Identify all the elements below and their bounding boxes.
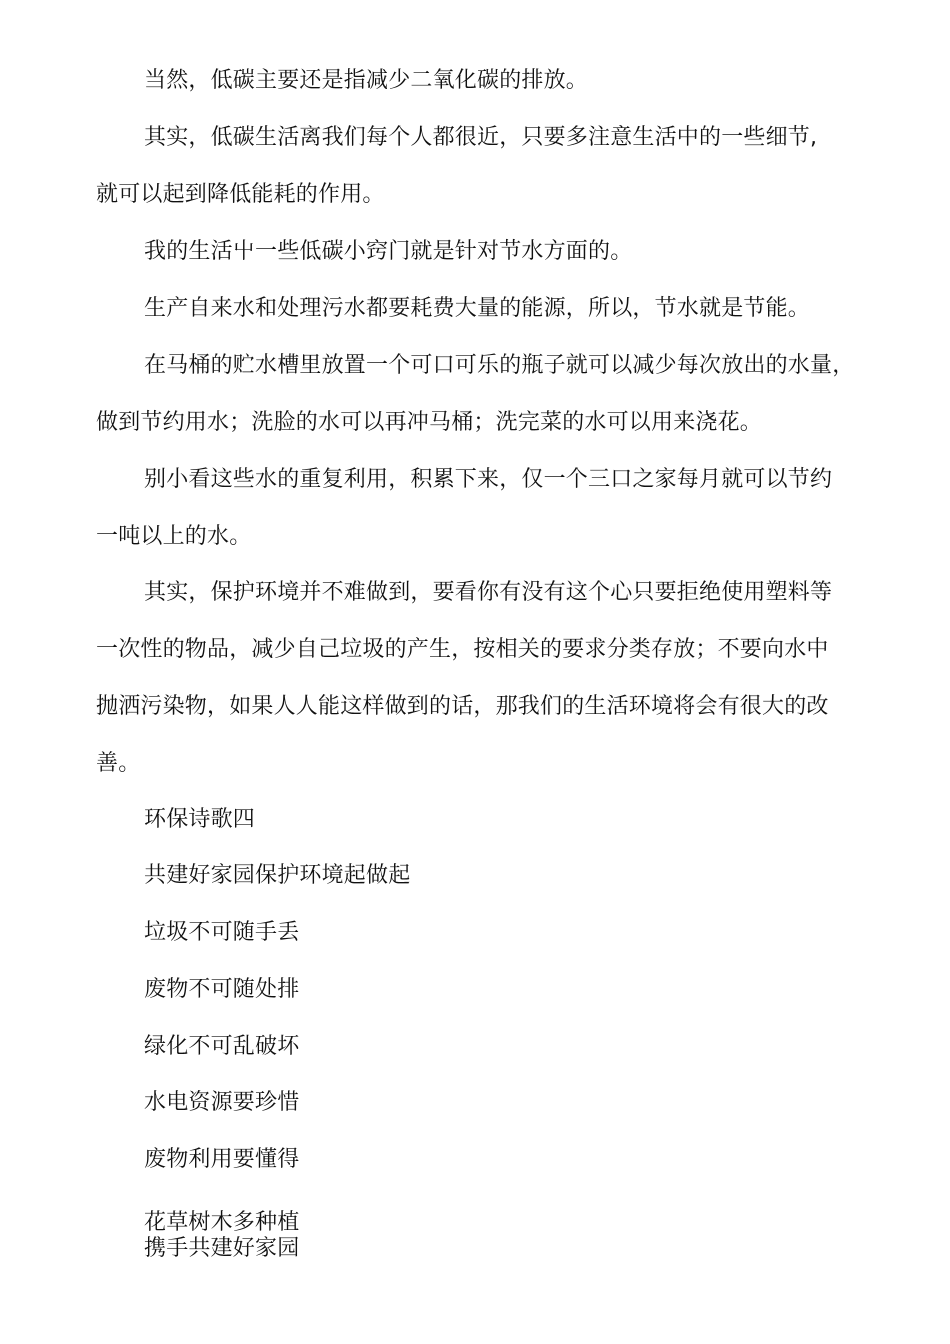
poem-line: 废物不可随处排 (144, 977, 300, 1002)
poem-line: 水电资源要珍惜 (144, 1090, 300, 1115)
paragraph-line: 我的生活屮一些低碳小窍门就是针对节水方面的。 (144, 239, 633, 264)
poem-line: 绿化不可乱破坏 (144, 1034, 300, 1059)
poem-line: 垃圾不可随手丢 (144, 920, 300, 945)
poem-line: 废物利用要懂得 (144, 1147, 300, 1172)
paragraph-line: 就可以起到降低能耗的作用。 (96, 182, 385, 207)
paragraph-line: 其实，低碳生活离我们每个人都很近，只要多注意生活中的一些细节, (144, 125, 818, 150)
poem-title: 环保诗歌四 (144, 807, 256, 832)
paragraph-line: 其实，保护环境并不难做到，要看你有没有这个心只要拒绝使用塑料等 (144, 580, 833, 605)
poem-line: 共建好家园保护环境起做起 (144, 863, 411, 888)
paragraph-line: 当然，低碳主要还是指减少二氧化碳的排放。 (144, 68, 589, 93)
paragraph-line: 抛洒污染物，如果人人能这样做到的话，那我们的生活环境将会有很大的改 (96, 694, 829, 719)
paragraph-line: 生产自来水和处理污水都要耗费大量的能源，所以，节水就是节能。 (144, 296, 811, 321)
paragraph-line: 善。 (96, 751, 141, 776)
paragraph-line: 在马桶的贮水槽里放置一个可口可乐的瓶子就可以减少每次放出的水量， (144, 353, 855, 378)
poem-line: 携手共建好家园 (144, 1236, 300, 1261)
poem-line: 花草树木多种植 (144, 1210, 300, 1235)
paragraph-line: 别小看这些水的重复利用，积累下来，仅一个三口之家每月就可以节约 (144, 467, 833, 492)
paragraph-line: 一吨以上的水。 (96, 524, 252, 549)
paragraph-line: 做到节约用水；洗脸的水可以再冲马桶；洗完菜的水可以用来浇花。 (96, 410, 763, 435)
paragraph-line: 一次性的物品，减少自己垃圾的产生，按相关的要求分类存放；不要向水中 (96, 637, 829, 662)
